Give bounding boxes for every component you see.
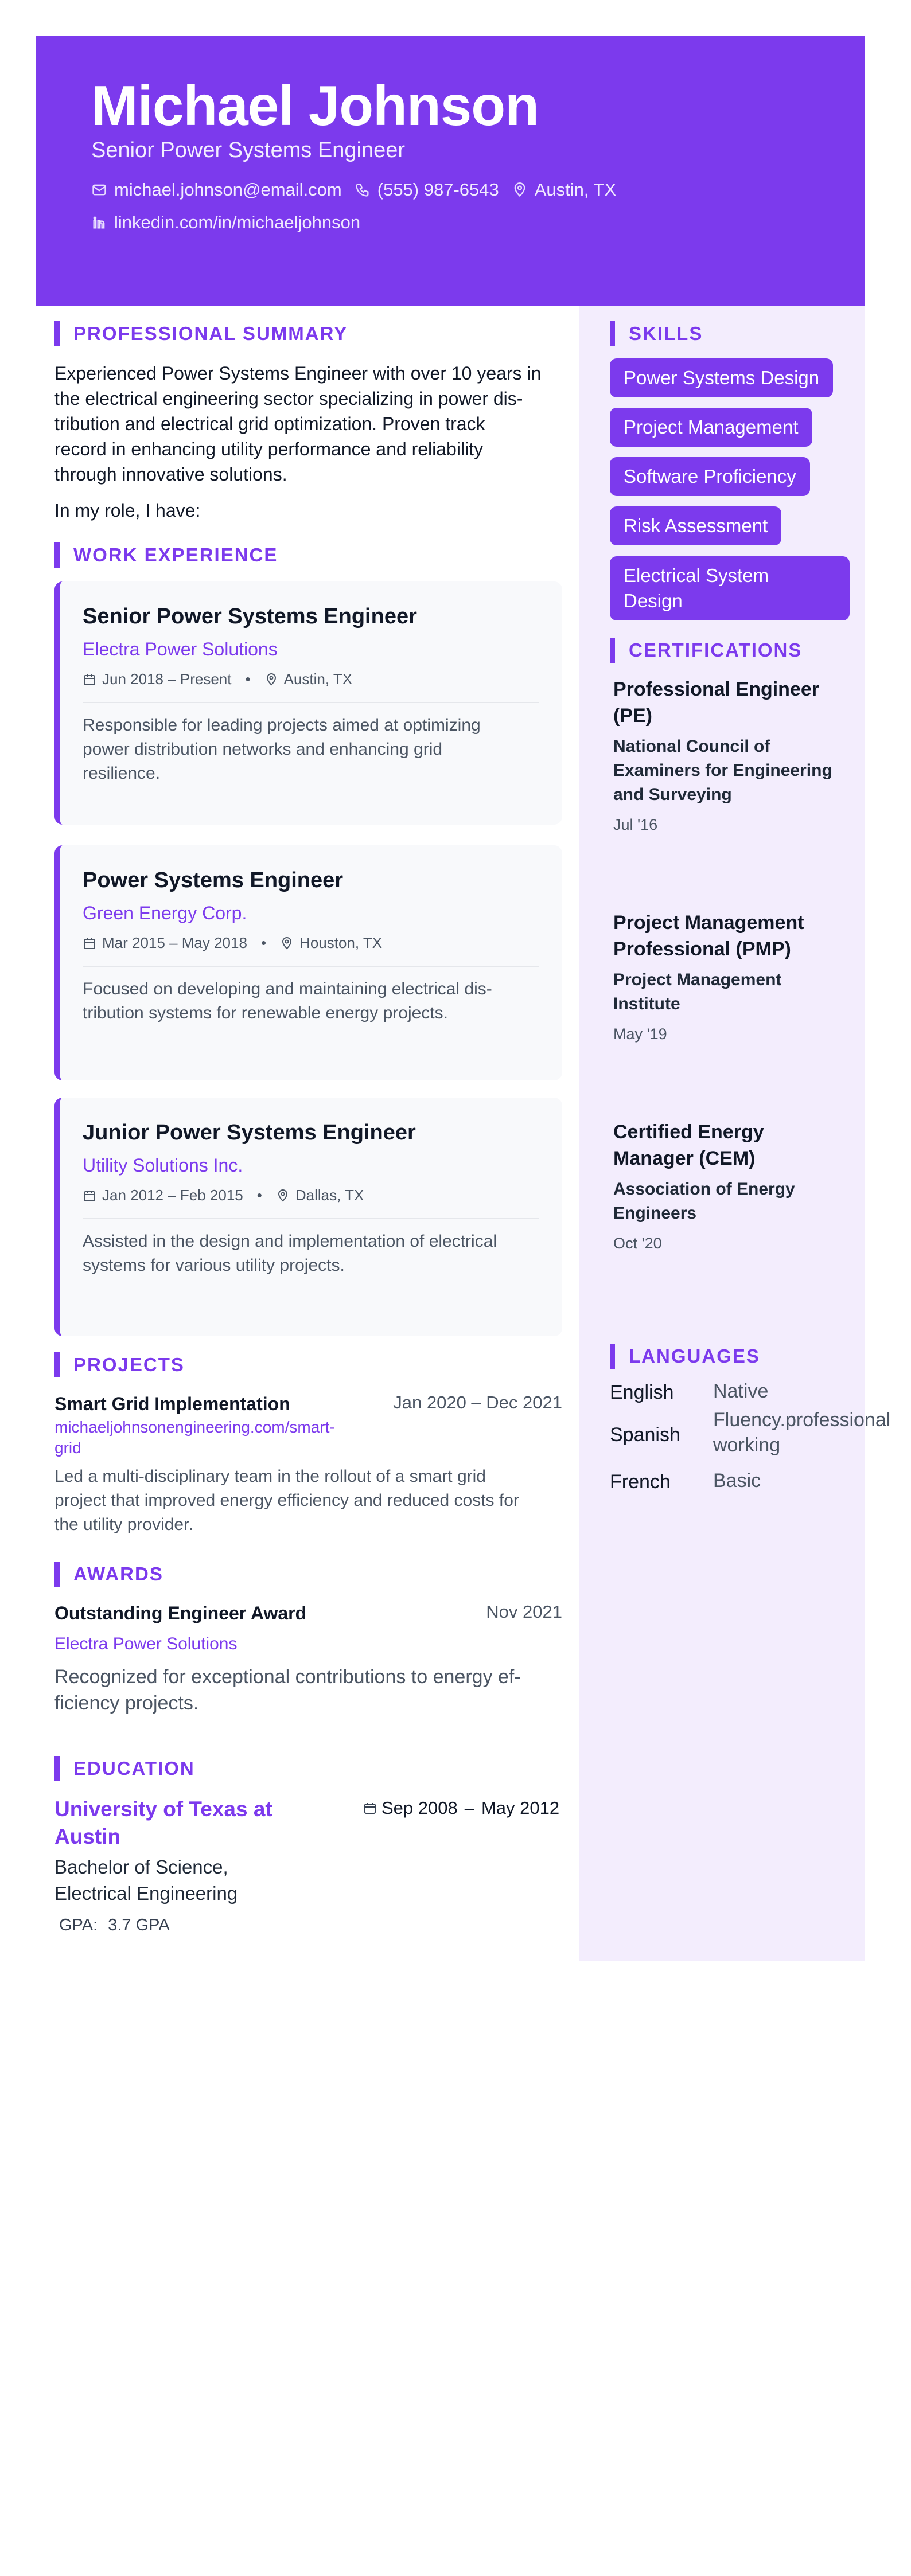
desc-line: project that improved energy efficiency and reduced costs for xyxy=(54,1491,519,1510)
desc-line: tribution systems for renewable energy projects. xyxy=(83,1004,448,1022)
section-title: SKILLS xyxy=(629,323,703,344)
job-card xyxy=(54,1098,562,1336)
level-line: Fluency.professional xyxy=(713,1409,891,1431)
job-role: Senior Power Systems Engineer xyxy=(83,604,417,629)
skill-chip: Software Proficiency xyxy=(610,457,810,496)
cert-name xyxy=(613,1119,854,1172)
job-location-wrap xyxy=(280,934,382,952)
linkedin-text: linkedin.com/in/michaeljohnson xyxy=(114,212,361,232)
section-title: PROJECTS xyxy=(73,1354,185,1375)
level-line: working xyxy=(713,1434,781,1456)
contact-row xyxy=(91,179,629,200)
link-line: grid xyxy=(54,1439,81,1457)
skill-chip: Project Management xyxy=(610,408,812,447)
school-name xyxy=(54,1796,272,1851)
job-meta xyxy=(83,670,352,688)
award-title: Outstanding Engineer Award xyxy=(54,1603,307,1623)
award-date: Nov 2021 xyxy=(486,1602,562,1622)
project-title: Smart Grid Implementation xyxy=(54,1394,290,1414)
cert-org-line: Project Management xyxy=(613,970,782,989)
contact-linkedin[interactable] xyxy=(91,212,360,233)
summary-text xyxy=(54,361,571,487)
gpa-row xyxy=(59,1916,170,1935)
cert-name-line: Manager (CEM) xyxy=(613,1148,756,1169)
cert-org xyxy=(613,968,854,1016)
job-location: Austin, TX xyxy=(283,670,353,688)
certification-item xyxy=(613,676,854,834)
section-accent-bar xyxy=(54,1562,60,1587)
section-title: PROFESSIONAL SUMMARY xyxy=(73,323,348,344)
skill-chip: Risk Assessment xyxy=(610,506,781,545)
skill-line: Electrical System xyxy=(624,565,769,586)
section-accent-bar xyxy=(54,542,60,568)
location-icon xyxy=(276,1189,290,1203)
summary-heading xyxy=(54,321,348,346)
job-company: Utility Solutions Inc. xyxy=(83,1155,243,1176)
calendar-icon xyxy=(83,1189,96,1203)
desc-line: resilience. xyxy=(83,764,161,783)
gpa-value: 3.7 GPA xyxy=(108,1916,170,1934)
cert-org-line: Examiners for Engineering xyxy=(613,761,832,780)
language-name: French xyxy=(610,1471,671,1493)
education-dates xyxy=(363,1798,559,1818)
cert-org-line: Engineers xyxy=(613,1204,697,1223)
section-accent-bar xyxy=(54,1756,60,1781)
section-accent-bar xyxy=(610,321,615,346)
cert-date: Oct '20 xyxy=(613,1235,662,1252)
link-line: michaeljohnsonengineering.com/smart- xyxy=(54,1418,335,1436)
cert-name-line: Professional (PMP) xyxy=(613,938,791,960)
candidate-title: Senior Power Systems Engineer xyxy=(91,138,406,162)
desc-line: systems for various utility projects. xyxy=(83,1256,345,1275)
calendar-icon xyxy=(83,936,96,950)
separator-dot: • xyxy=(245,670,251,688)
skills-heading xyxy=(610,321,703,346)
linkedin-icon xyxy=(91,214,107,231)
cert-name xyxy=(613,910,854,962)
cert-org xyxy=(613,735,854,807)
section-title: EDUCATION xyxy=(73,1758,195,1779)
job-location: Dallas, TX xyxy=(295,1186,364,1204)
section-accent-bar xyxy=(54,1352,60,1377)
school-line: University of Texas at xyxy=(54,1797,272,1821)
mail-icon xyxy=(91,182,107,198)
education-dash: – xyxy=(464,1798,474,1818)
cert-org-line: Institute xyxy=(613,994,680,1013)
summary-line: the electrical engineering sector specializing in power dis- xyxy=(54,388,523,409)
contact-location xyxy=(512,179,616,200)
section-title: WORK EXPERIENCE xyxy=(73,544,278,565)
job-location-wrap xyxy=(264,670,352,688)
level-line: Native xyxy=(713,1380,769,1402)
job-card xyxy=(54,581,562,825)
job-location-wrap xyxy=(276,1186,364,1204)
cert-name-line: Professional Engineer xyxy=(613,678,819,700)
language-level xyxy=(713,1407,908,1458)
award-description xyxy=(54,1664,521,1716)
skill-chip: Power Systems Design xyxy=(610,358,833,397)
degree-line: Bachelor of Science, xyxy=(54,1856,228,1878)
job-dates: Jun 2018 – Present xyxy=(102,670,232,688)
divider xyxy=(83,1218,539,1219)
desc-line: Focused on developing and maintaining electrical dis- xyxy=(83,979,492,998)
desc-line: ficiency projects. xyxy=(54,1692,199,1714)
language-level xyxy=(713,1468,908,1493)
job-role: Power Systems Engineer xyxy=(83,868,344,892)
education-heading xyxy=(54,1756,195,1781)
summary-line: record in enhancing utility performance and reliability xyxy=(54,439,484,459)
job-dates: Jan 2012 – Feb 2015 xyxy=(102,1186,243,1204)
contact-email[interactable] xyxy=(91,179,342,200)
divider xyxy=(83,966,539,967)
job-description xyxy=(83,713,539,786)
location-icon xyxy=(264,673,278,686)
desc-line: the utility provider. xyxy=(54,1515,193,1534)
cert-org-line: and Surveying xyxy=(613,785,732,804)
desc-line: Led a multi-disciplinary team in the rollout of a smart grid xyxy=(54,1467,486,1486)
section-accent-bar xyxy=(610,1344,615,1369)
desc-line: Responsible for leading projects aimed at optimizing xyxy=(83,716,481,735)
language-level xyxy=(713,1379,908,1404)
location-icon xyxy=(280,936,294,950)
email-text: michael.johnson@email.com xyxy=(114,179,342,200)
project-dates: Jan 2020 – Dec 2021 xyxy=(393,1392,562,1412)
job-dates: Mar 2015 – May 2018 xyxy=(102,934,247,951)
summary-line: through innovative solutions. xyxy=(54,464,287,485)
phone-icon xyxy=(355,182,371,198)
degree-line: Electrical Engineering xyxy=(54,1883,238,1904)
skill-chip xyxy=(610,556,850,620)
contact-row-2 xyxy=(91,212,373,233)
summary-line: tribution and electrical grid optimization. Proven track xyxy=(54,413,485,434)
skill-line: Design xyxy=(624,590,683,611)
job-meta xyxy=(83,1186,364,1204)
education-start: Sep 2008 xyxy=(381,1798,458,1818)
cert-org-line: National Council of xyxy=(613,737,770,756)
job-company: Electra Power Solutions xyxy=(83,639,278,659)
certifications-heading xyxy=(610,638,802,663)
language-name: Spanish xyxy=(610,1424,680,1446)
work-heading xyxy=(54,542,278,568)
certification-item xyxy=(613,910,854,1043)
separator-dot: • xyxy=(260,934,267,951)
job-meta xyxy=(83,934,382,952)
section-title: CERTIFICATIONS xyxy=(629,639,803,661)
job-description xyxy=(83,1230,539,1278)
divider xyxy=(83,702,539,703)
cert-org-line: Association of Energy xyxy=(613,1180,795,1199)
section-accent-bar xyxy=(610,638,615,663)
section-accent-bar xyxy=(54,321,60,346)
job-description xyxy=(83,977,539,1025)
certification-item xyxy=(613,1119,854,1252)
candidate-name: Michael Johnson xyxy=(91,74,539,137)
calendar-icon xyxy=(363,1801,377,1815)
summary-line: Experienced Power Systems Engineer with over 10 years in xyxy=(54,363,542,384)
language-name: English xyxy=(610,1381,674,1403)
contact-phone[interactable] xyxy=(355,179,499,200)
location-icon xyxy=(512,182,528,198)
school-line: Austin xyxy=(54,1825,121,1848)
awards-heading xyxy=(54,1562,163,1587)
job-company: Green Energy Corp. xyxy=(83,903,247,923)
cert-name-line: Project Management xyxy=(613,912,804,934)
calendar-icon xyxy=(83,673,96,686)
location-text: Austin, TX xyxy=(534,179,617,200)
job-role: Junior Power Systems Engineer xyxy=(83,1121,416,1145)
cert-name-line: Certified Energy xyxy=(613,1121,764,1143)
gpa-label: GPA: xyxy=(59,1916,98,1934)
level-line: Basic xyxy=(713,1470,761,1492)
separator-dot: • xyxy=(256,1186,262,1204)
job-card xyxy=(54,845,562,1080)
desc-line: Assisted in the design and implementation of electrical xyxy=(83,1232,497,1251)
education-end: May 2012 xyxy=(481,1798,560,1818)
award-org: Electra Power Solutions xyxy=(54,1634,238,1653)
degree xyxy=(54,1854,238,1907)
cert-name xyxy=(613,676,854,729)
section-title: LANGUAGES xyxy=(629,1345,760,1367)
languages-heading xyxy=(610,1344,760,1369)
resume-header xyxy=(36,36,865,306)
cert-name-line: (PE) xyxy=(613,705,652,727)
phone-text: (555) 987-6543 xyxy=(377,179,499,200)
cert-date: May '19 xyxy=(613,1025,667,1043)
project-description xyxy=(54,1465,519,1537)
project-link[interactable] xyxy=(54,1417,335,1458)
desc-line: Recognized for exceptional contributions to energy ef- xyxy=(54,1666,521,1688)
job-location: Houston, TX xyxy=(299,934,383,951)
projects-heading xyxy=(54,1352,185,1377)
role-intro: In my role, I have: xyxy=(54,500,201,521)
resume-page xyxy=(36,36,891,1961)
section-title: AWARDS xyxy=(73,1563,163,1584)
desc-line: power distribution networks and enhancing grid xyxy=(83,740,443,759)
cert-org xyxy=(613,1177,854,1225)
cert-date: Jul '16 xyxy=(613,816,658,833)
